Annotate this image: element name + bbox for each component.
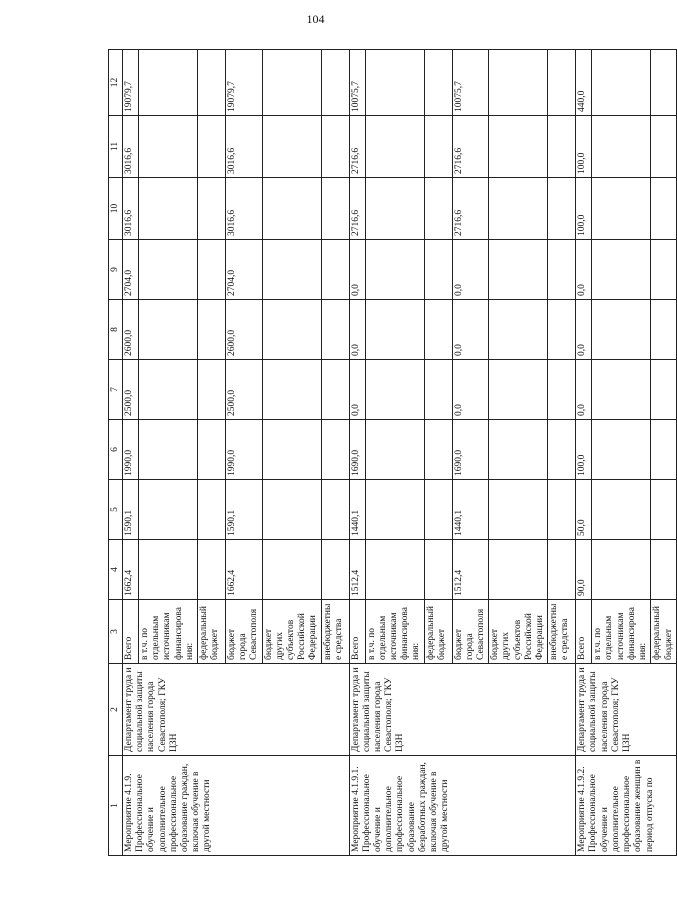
value-cell [365,360,424,420]
value-cell [592,540,651,600]
source-cell: Всего [349,600,365,664]
value-cell [548,480,576,540]
value-cell: 1690,0 [349,420,365,480]
value-cell [262,420,321,480]
value-cell: 0,0 [576,300,592,360]
value-cell: 1690,0 [452,420,489,480]
value-cell [321,50,349,116]
value-cell [262,50,321,116]
value-cell [198,50,226,116]
value-cell: 0,0 [576,360,592,420]
value-cell [365,116,424,178]
measure-cell: Мероприятие 4.1.9.2. Профессиональное обучение и дополнительное профессиональное образование женщин в период отпуска по [576,756,676,856]
value-cell [424,360,452,420]
value-cell: 0,0 [349,300,365,360]
value-cell: 2600,0 [226,300,263,360]
value-cell [139,116,198,178]
table-viewport [108,50,674,856]
source-cell: федеральный бюджет [651,600,676,664]
value-cell [548,116,576,178]
value-cell: 1440,1 [452,480,489,540]
source-cell: бюджет других субъектов Российской Федерации [262,600,321,664]
value-cell [489,116,548,178]
value-cell [321,116,349,178]
value-cell [198,420,226,480]
value-cell: 1512,4 [452,540,489,600]
source-cell: бюджет других субъектов Российской Федерации [489,600,548,664]
value-cell [139,300,198,360]
value-cell [198,540,226,600]
value-cell [489,480,548,540]
value-cell: 2500,0 [123,360,139,420]
value-cell [548,420,576,480]
value-cell [548,300,576,360]
value-cell [139,420,198,480]
value-cell [489,50,548,116]
value-cell [592,480,651,540]
value-cell [365,480,424,540]
value-cell [489,300,548,360]
value-cell: 2716,6 [349,178,365,240]
value-cell: 100,0 [576,420,592,480]
value-cell [139,360,198,420]
value-cell [424,420,452,480]
value-cell [365,300,424,360]
value-cell [139,540,198,600]
value-cell [262,178,321,240]
value-cell [262,240,321,300]
value-cell: 1662,4 [226,540,263,600]
header-cell-9: 9 [109,240,123,300]
value-cell [651,116,676,178]
value-cell: 2704,0 [226,240,263,300]
value-cell [592,300,651,360]
value-cell: 0,0 [576,240,592,300]
value-cell [424,540,452,600]
value-cell [489,360,548,420]
value-cell [321,360,349,420]
value-cell [489,540,548,600]
table-row [576,50,592,856]
value-cell [198,480,226,540]
value-cell [489,420,548,480]
value-cell: 1512,4 [349,540,365,600]
value-cell [262,480,321,540]
value-cell: 100,0 [576,178,592,240]
value-cell: 0,0 [349,360,365,420]
value-cell: 2716,6 [349,116,365,178]
value-cell: 1990,0 [226,420,263,480]
value-cell [365,50,424,116]
source-cell: бюджет города Севастополя [226,600,263,664]
value-cell [198,116,226,178]
value-cell [548,360,576,420]
value-cell: 2716,6 [452,116,489,178]
value-cell: 10075,7 [452,50,489,116]
rotated-table-wrapper [108,50,674,856]
value-cell: 3016,6 [226,178,263,240]
value-cell: 1662,4 [123,540,139,600]
value-cell: 19079,7 [226,50,263,116]
header-cell-4: 4 [109,540,123,600]
value-cell [651,300,676,360]
executor-cell: Департамент труда и социальной защиты населения города Севастополя; ГКУ ЦЗН [576,664,676,756]
value-cell [651,540,676,600]
source-cell: в т.ч. по отдельным источникам финансирования: [139,600,198,664]
value-cell [424,178,452,240]
value-cell [321,420,349,480]
value-cell: 10075,7 [349,50,365,116]
value-cell [548,50,576,116]
value-cell [548,540,576,600]
value-cell [651,360,676,420]
value-cell [592,420,651,480]
value-cell [424,480,452,540]
source-cell: федеральный бюджет [424,600,452,664]
source-cell: бюджет города Севастополя [452,600,489,664]
value-cell [321,300,349,360]
value-cell [651,178,676,240]
header-cell-7: 7 [109,360,123,420]
value-cell: 440,0 [576,50,592,116]
value-cell [651,240,676,300]
value-cell: 19079,7 [123,50,139,116]
value-cell: 1590,1 [226,480,263,540]
header-cell-12: 12 [109,50,123,116]
value-cell [365,540,424,600]
header-cell-6: 6 [109,420,123,480]
value-cell: 1590,1 [123,480,139,540]
value-cell [321,240,349,300]
value-cell: 2500,0 [226,360,263,420]
value-cell: 100,0 [576,116,592,178]
value-cell [365,420,424,480]
header-cell-3: 3 [109,600,123,664]
value-cell [424,116,452,178]
value-cell: 90,0 [576,540,592,600]
value-cell [489,178,548,240]
value-cell [489,240,548,300]
value-cell [424,240,452,300]
value-cell: 0,0 [452,240,489,300]
value-cell [139,480,198,540]
source-cell: федеральный бюджет [198,600,226,664]
value-cell: 3016,6 [123,116,139,178]
value-cell [198,300,226,360]
value-cell [139,178,198,240]
value-cell [651,420,676,480]
funding-table [108,49,677,856]
executor-cell: Департамент труда и социальной защиты населения города Севастополя; ГКУ ЦЗН [123,664,350,756]
value-cell [321,480,349,540]
value-cell [651,50,676,116]
source-cell: в т.ч. по отдельным источникам финансирования: [592,600,651,664]
value-cell: 3016,6 [123,178,139,240]
page-number: 104 [306,12,325,26]
value-cell: 0,0 [349,240,365,300]
value-cell [592,50,651,116]
measure-cell: Мероприятие 4.1.9. Профессиональное обучение и дополнительное профессиональное образование граждан, включая обучение в другой местности [123,756,350,856]
value-cell [262,116,321,178]
value-cell [548,178,576,240]
header-cell-11: 11 [109,116,123,178]
value-cell: 1440,1 [349,480,365,540]
header-cell-10: 10 [109,178,123,240]
value-cell [592,116,651,178]
header-cell-8: 8 [109,300,123,360]
value-cell: 1990,0 [123,420,139,480]
source-cell: внебюджетные средства [548,600,576,664]
value-cell: 2704,0 [123,240,139,300]
table-row [123,50,139,856]
table-body [109,50,677,856]
value-cell [321,178,349,240]
value-cell [651,480,676,540]
value-cell [592,240,651,300]
value-cell: 0,0 [452,360,489,420]
value-cell [424,50,452,116]
value-cell: 2600,0 [123,300,139,360]
header-cell-1: 1 [109,756,123,856]
value-cell [365,240,424,300]
value-cell: 2716,6 [452,178,489,240]
value-cell [321,540,349,600]
value-cell [198,240,226,300]
value-cell [139,50,198,116]
value-cell: 3016,6 [226,116,263,178]
value-cell [365,178,424,240]
header-cell-2: 2 [109,664,123,756]
source-cell: внебюджетные средства [321,600,349,664]
table-row [349,50,365,856]
executor-cell: Департамент труда и социальной защиты населения города Севастополя; ГКУ ЦЗН [349,664,576,756]
value-cell [139,240,198,300]
value-cell: 0,0 [452,300,489,360]
value-cell [262,540,321,600]
source-cell: Всего [576,600,592,664]
value-cell: 50,0 [576,480,592,540]
value-cell [548,240,576,300]
source-cell: Всего [123,600,139,664]
value-cell [262,300,321,360]
value-cell [592,178,651,240]
header-row [109,50,123,856]
header-cell-5: 5 [109,480,123,540]
measure-cell: Мероприятие 4.1.9.1. Профессиональное обучение и дополнительное профессиональное образование безработных граждан, включая обучение в другой местности [349,756,576,856]
value-cell [198,178,226,240]
source-cell: в т.ч. по отдельным источникам финансирования: [365,600,424,664]
value-cell [198,360,226,420]
value-cell [424,300,452,360]
value-cell [592,360,651,420]
value-cell [262,360,321,420]
